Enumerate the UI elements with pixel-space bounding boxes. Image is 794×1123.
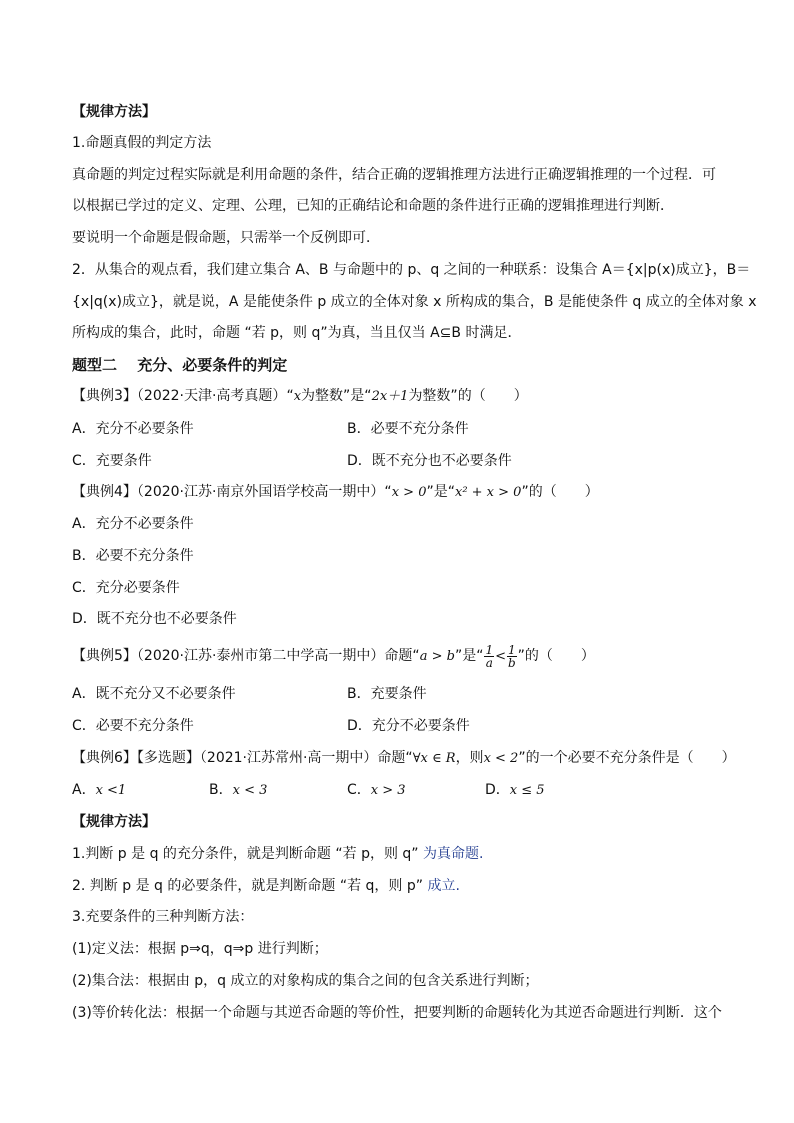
example-4-option-d: D．既不充分也不必要条件: [72, 611, 237, 627]
option-a-label: A．: [72, 782, 96, 798]
example-5-option-d: D．充分不必要条件: [347, 718, 470, 734]
method-2-line-1-text: 1.判断 p 是 q 的充分条件，就是判断命题 “若 p，则 q”: [72, 846, 419, 862]
example-6-question: [72, 748, 736, 769]
example-3-question: [72, 386, 528, 407]
example-4-question: [72, 482, 599, 503]
example-4-prefix: 【典例4】（2020·江苏·南京外国语学校高一期中）“: [72, 484, 392, 500]
option-b-label: B．: [209, 782, 233, 798]
method-item-1-title: 1.命题真假的判定方法: [72, 135, 212, 151]
example-3-option-b: B．必要不充分条件: [347, 421, 469, 437]
method-2-line-2-text: 2. 判断 p 是 q 的必要条件，就是判断命题 “若 q，则 p”: [72, 878, 424, 894]
example-6-option-d: [485, 780, 545, 801]
fraction-2-denominator: b: [507, 655, 516, 670]
method-2-line-6: (3)等价转化法：根据一个命题与其逆否命题的等价性，把要判断的命题转化为其逆否命题进行判断．这个: [72, 1005, 722, 1021]
method-heading-1: 【规律方法】: [72, 104, 156, 120]
method-paragraph-2: 要说明一个命题是假命题，只需举一个反例即可．: [72, 230, 380, 246]
example-5-option-a: A．既不充分又不必要条件: [72, 686, 236, 702]
method-paragraph-1-line-2: 以根据已学过的定义、定理、公理，已知的正确结论和命题的条件进行正确的逻辑推理进行判断．: [72, 198, 674, 214]
example-6-mid: ，则: [455, 750, 484, 766]
method-paragraph-1-line-1: 真命题的判定过程实际就是利用命题的条件，结合正确的逻辑推理方法进行正确逻辑推理的一个过程．可: [72, 167, 716, 183]
example-6-math-2: x < 2: [483, 751, 519, 766]
example-5-less-than: <: [495, 649, 506, 664]
example-5-fraction-1: [484, 644, 494, 669]
method-2-line-2-highlight: 成立.: [423, 878, 460, 894]
method-2-line-1: [72, 844, 483, 864]
example-3-math-1: x: [293, 389, 302, 404]
example-4-option-c: C．充分必要条件: [72, 580, 180, 596]
option-d-math: x ≤ 5: [509, 783, 545, 798]
option-a-math: x <1: [95, 783, 127, 798]
example-4-math-2: x² + x > 0: [454, 485, 522, 500]
example-3-option-d: D．既不充分也不必要条件: [347, 453, 512, 469]
example-3-option-a: A．充分不必要条件: [72, 421, 194, 437]
example-5-suffix: ”的（ ）: [517, 648, 595, 664]
method-2-line-2: [72, 876, 460, 896]
option-c-label: C．: [347, 782, 371, 798]
method-2-line-1-highlight: 为真命题.: [418, 846, 484, 862]
example-3-text-c: 为整数”的（ ）: [408, 388, 528, 404]
example-4-mid: ”是“: [426, 484, 455, 500]
example-5-math-1: a > b: [419, 649, 455, 664]
example-6-option-b: [209, 780, 267, 801]
example-5-option-c: C．必要不充分条件: [72, 718, 194, 734]
method-2-line-5: (2)集合法：根据由 p，q 成立的对象构成的集合之间的包含关系进行判断；: [72, 973, 539, 989]
example-5-question: [72, 641, 595, 672]
example-4-suffix: ”的（ ）: [521, 484, 599, 500]
example-3-option-c: C．充要条件: [72, 453, 152, 469]
fraction-1-denominator: a: [485, 655, 493, 670]
method-heading-2: 【规律方法】: [72, 814, 156, 830]
example-4-math-1: x > 0: [391, 485, 427, 500]
fraction-2-numerator: 1: [508, 642, 516, 657]
method-item-2-line-2: {x|q(x)成立}，就是说，A 是能使条件 p 成立的全体对象 x 所构成的集合，B 是能使条件 q 成立的全体对象 x: [72, 294, 757, 310]
option-c-math: x > 3: [370, 783, 406, 798]
example-5-prefix: 【典例5】（2020·江苏·泰州市第二中学高一期中）命题“: [72, 648, 420, 664]
section-title: 题型二 充分、必要条件的判定: [72, 356, 288, 374]
method-2-line-4: (1)定义法：根据 p⇒q，q⇒p 进行判断；: [72, 941, 328, 957]
example-3-text-b: 为整数”是“: [301, 388, 372, 404]
option-b-math: x < 3: [232, 783, 268, 798]
method-item-2-line-3: 所构成的集合，此时，命题 “若 p，则 q”为真，当且仅当 A⊆B 时满足．: [72, 325, 522, 341]
example-6-option-a: [72, 780, 126, 801]
example-5-mid: ”是“: [454, 648, 484, 664]
example-3-math-2: 2x＋1: [371, 389, 409, 404]
example-5-option-b: B．充要条件: [347, 686, 427, 702]
example-6-suffix: ”的一个必要不充分条件是（ ）: [518, 750, 736, 766]
option-d-label: D．: [485, 782, 510, 798]
example-4-option-a: A．充分不必要条件: [72, 516, 194, 532]
example-6-option-c: [347, 780, 406, 801]
example-4-option-b: B．必要不充分条件: [72, 548, 194, 564]
example-6-math-1: ∀x ∈ R: [412, 751, 456, 766]
fraction-1-numerator: 1: [485, 642, 494, 657]
method-item-2-line-1: 2．从集合的观点看，我们建立集合 A、B 与命题中的 p、q 之间的一种联系：设集合 A＝{x|p(x)成立}，B＝: [72, 262, 751, 278]
example-6-prefix: 【典例6】【多选题】（2021·江苏常州·高一期中）命题“: [72, 750, 413, 766]
example-3-prefix: 【典例3】（2022·天津·高考真题）: [72, 388, 287, 404]
example-3-quote: “: [286, 388, 294, 404]
example-5-fraction-2: [507, 644, 517, 669]
method-2-line-3: 3.充要条件的三种判断方法：: [72, 909, 254, 925]
